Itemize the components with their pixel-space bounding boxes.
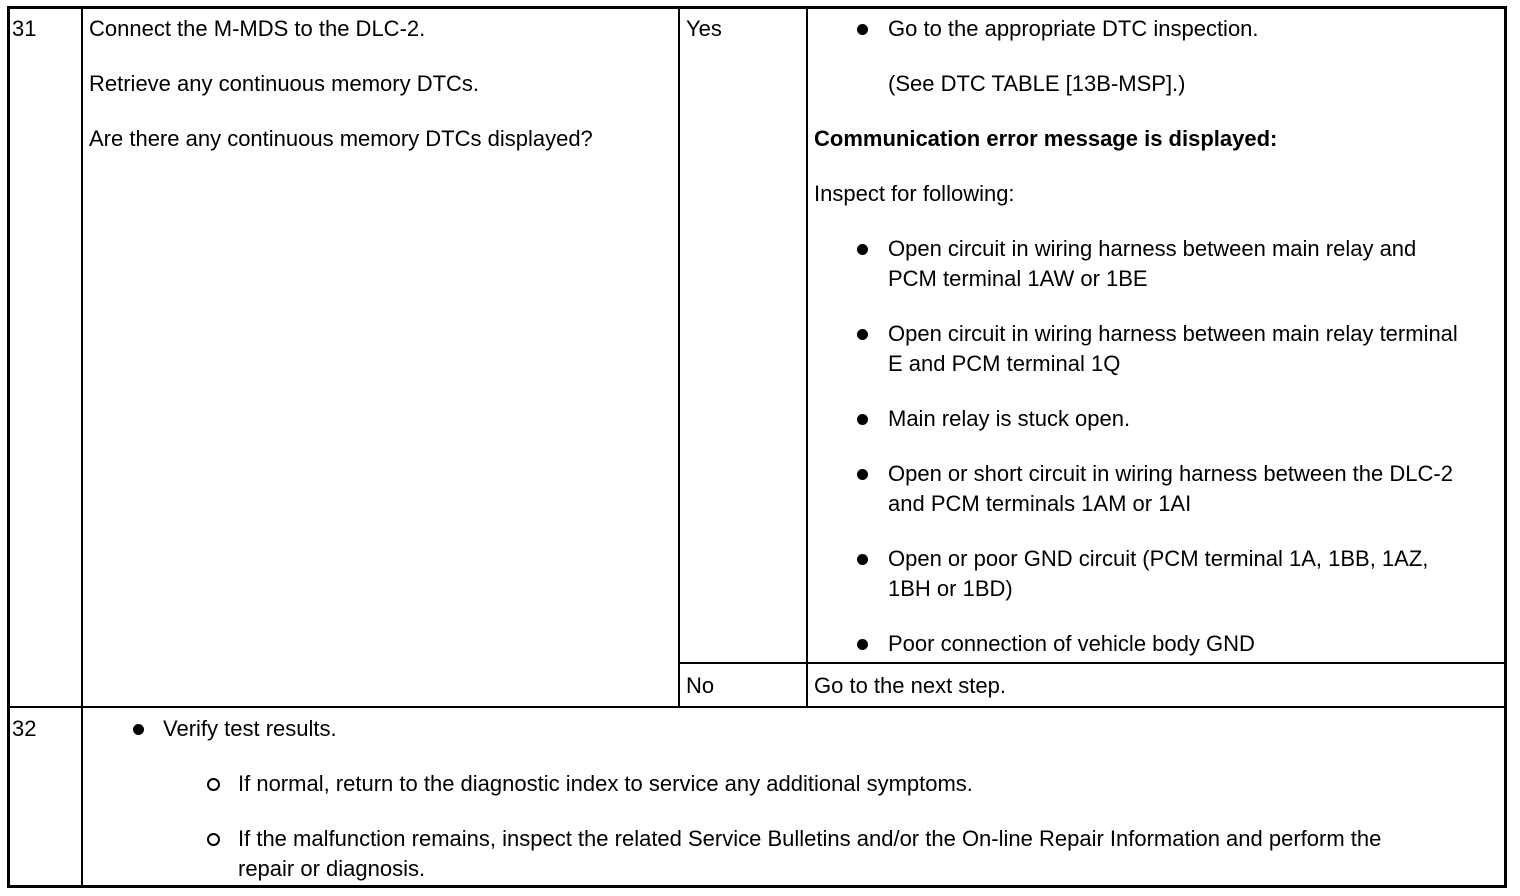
bullet-icon [857,554,868,565]
verify-malfunction-instruction: If the malfunction remains, inspect the related Service Bulletins and/or the On-line Repair Information and perform the repair or diagnosis. [238,826,1382,881]
bullet-icon [857,414,868,425]
check-item-3: Main relay is stuck open. [888,406,1131,431]
step31-action-line-1: Connect the M-MDS to the DLC-2. [89,16,426,41]
bullet-icon [133,724,144,735]
bullet-icon [857,469,868,480]
step-number-32: 32 [12,716,37,741]
yes-action-dtc-table-ref: (See DTC TABLE [13B-MSP].) [888,71,1186,96]
step31-action-line-2: Retrieve any continuous memory DTCs. [89,71,480,96]
result-no-label: No [686,673,715,698]
no-action-next-step: Go to the next step. [814,673,1007,698]
communication-error-heading: Communication error message is displayed: [814,126,1278,151]
step-number-31: 31 [12,16,37,41]
yes-action-dtc-inspection: Go to the appropriate DTC inspection. [888,16,1259,41]
bullet-icon [857,329,868,340]
result-yes-label: Yes [686,16,722,41]
verify-test-results: Verify test results. [163,716,337,741]
inspect-intro: Inspect for following: [814,181,1015,206]
bullet-icon [857,24,868,35]
verify-normal-instruction: If normal, return to the diagnostic index to service any additional symptoms. [238,771,973,796]
circle-bullet-icon [207,833,220,846]
column-divider-result [806,7,808,707]
row-divider-yes-no [678,662,1506,664]
bullet-icon [857,639,868,650]
column-divider-action [678,7,680,707]
check-item-6: Poor connection of vehicle body GND [888,631,1255,656]
check-item-5: Open or poor GND circuit (PCM terminal 1A, 1BB, 1AZ, 1BH or 1BD) [888,546,1429,601]
bullet-icon [857,244,868,255]
circle-bullet-icon [207,778,220,791]
column-divider-step [81,7,83,887]
check-item-1: Open circuit in wiring harness between main relay and PCM terminal 1AW or 1BE [888,236,1417,291]
row-divider-step-31-32 [8,706,1506,708]
check-item-4: Open or short circuit in wiring harness between the DLC-2 and PCM terminals 1AM or 1AI [888,461,1453,516]
step31-action-question: Are there any continuous memory DTCs displayed? [89,126,593,151]
check-item-2: Open circuit in wiring harness between main relay terminal E and PCM terminal 1Q [888,321,1458,376]
